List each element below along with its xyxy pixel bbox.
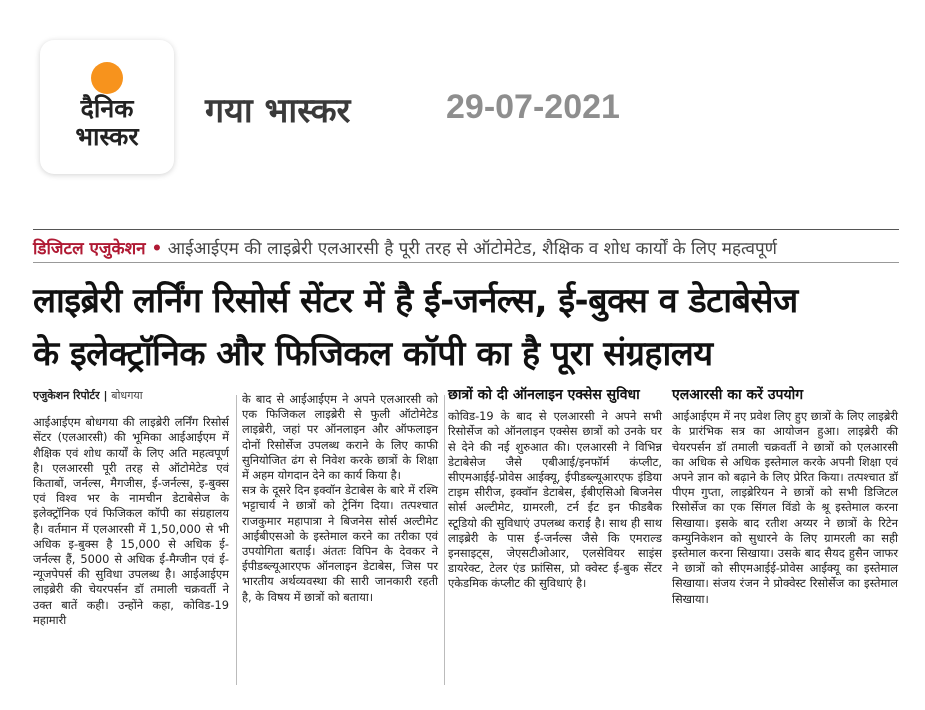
- headline-line-1: लाइब्रेरी लर्निंग रिसोर्स सेंटर में है ई-जर्नल्स, ई-बुक्स व डेटाबेसेज: [33, 281, 798, 321]
- kicker-rule: [33, 262, 899, 263]
- column-1-text: आईआईएम बोधगया की लाइब्रेरी लर्निंग रिसोर्स सेंटर (एलआरसी) की भूमिका आईआईएम में शैक्षिक एवं शोध कार्यों के लिए अति महत्वपूर्ण है। एलआरसी पूरी तरह से ऑटोमेटेड एवं किताबों, जर्नल्स, मैगजीस, ई-जर्नल्स, इ-बुक्स एवं विश्व भर के नामचीन डेटाबेसेज के इलेक्ट्रॉनिक एवं फिजिकल कॉपी का संग्रहालय है। वर्तमान में एलआरसी में 1,50,000 से भी अधिक इ-बुक्स है 15,000 से अधिक ई-जर्नल्स हैं, 5000 से अधिक ई-मैग्जीन एवं ई-न्यूजपेपर्स की सुविधा उपलब्ध है। आईआईएम लाइब्रेरी की चेयरपर्सन डॉ तमाली चक्रवर्ती ने उक्त बातें कही। उन्होंने कहा, कोविड-19 महामारी: [33, 415, 229, 627]
- column-divider: [444, 395, 445, 685]
- byline: एजुकेशन रिपोर्टर | बोधगया: [33, 389, 143, 402]
- logo-text-line1: दैनिक: [80, 94, 134, 123]
- headline-line-2: के इलेक्ट्रॉनिक और फिजिकल कॉपी का है पूरा संग्रहालय: [33, 334, 713, 374]
- edition-date: 29-07-2021: [446, 88, 620, 126]
- article-column-3: [448, 388, 662, 592]
- section-label: डिजिटल एजुकेशन •: [33, 239, 163, 259]
- column-3-heading: छात्रों को दी ऑनलाइन एक्सेस सुविधा: [448, 387, 640, 403]
- kicker-text: आईआईएम की लाइब्रेरी एलआरसी है पूरी तरह से ऑटोमेटेड, शैक्षिक व शोध कार्यों के लिए महत्वपूर्ण: [167, 239, 777, 259]
- edition-name: गया भास्कर: [205, 91, 351, 131]
- column-4-heading: एलआरसी का करें उपयोग: [672, 387, 804, 403]
- article-column-2: [242, 392, 438, 605]
- sun-icon: [91, 62, 123, 94]
- column-2-text: के बाद से आईआईएम ने अपने एलआरसी को एक फिजिकल लाइब्रेरी से फुली ऑटोमेटेड लाइब्रेरी, जहां पर ऑनलाइन और ऑफलाइन दोनों रिसोर्सेज उपलब्ध कराने के लिए काफी सुनियोजित ढंग से निवेश करके छात्रों के शिक्षा में अहम योगदान देने का कार्य किया है। सत्र के दूसरे दिन इक्वॉन डेटाबेस के बारे में रश्मि भट्टाचार्य ने छात्रों को ट्रेनिंग दिया। तत्पश्चात राजकुमार महापात्रा ने बिजनेस सोर्स अल्टीमेट आईबीएसओ के इस्तेमाल करने का तरीका एवं उपयोगिता बताई। अंततः विपिन के देवकर ने ईपीडब्ल्यूआरएफ ऑनलाइन डेटाबेस, जिस पर भारतीय अर्थव्यवस्था की सारी जानकारी रहती है, के विषय में छात्रों को बताया।: [242, 392, 438, 604]
- byline-place: बोधगया: [111, 389, 143, 402]
- column-3-text: कोविड-19 के बाद से एलआरसी ने अपने सभी रिसोर्सेज को ऑनलाइन एक्सेस छात्रों को उनके घर से देने की नई शुरुआत की। एलआरसी ने विभिन्न डेटाबेसेज जैसे एबीआई/इनफॉर्म कंप्लीट, सीएमआईई-प्रोवेस आईक्यू, ईपीडब्ल्यूआरएफ इंडिया टाइम सीरीज, इक्वॉन डेटाबेस, ईबीएसिओ बिजनेस सोर्स अल्टीमेट, ग्रामरली, टर्न ईट इन फीडबैक स्टूडियो की सुविधाएं उपलब्ध कराई है। साथ ही साथ लाइब्रेरी के पास ई-जर्नल्स जैसे कि एमराल्ड इनसाइट्स, जेएसटीओआर, एलसेवियर साइंस डायरेक्ट, टेलर एंड फ्रांसिस, प्रो क्वेस्ट ई-बुक सेंटर एकेडमिक कंप्लीट की सुविधाएं है।: [448, 409, 662, 591]
- byline-reporter: एजुकेशन रिपोर्टर: [33, 389, 100, 402]
- logo-text-line2: भास्कर: [75, 122, 139, 151]
- column-4-text: आईआईएम में नए प्रवेश लिए हुए छात्रों के लिए लाइब्रेरी के प्रारंभिक सत्र का आयोजन हुआ। लाइब्रेरी की चेयरपर्सन डॉ तमाली चक्रवर्ती ने छात्रों को एलआरसी का अधिक से अधिक इस्तेमाल करके अपनी शिक्षा एवं अपने ज्ञान को बढ़ाने के लिए प्रेरित किया। तत्पश्चात डॉ पीएम गुप्ता, लाइब्रेरियन ने छात्रों को सभी डिजिटल रिसोर्सेज का एक सिंगल विंडो के श्रू इस्तेमाल करना सिखाया। इसके बाद रतीश अय्यर ने छात्रों के रिटेन कम्युनिकेशन को सुधारने के लिए ग्रामरली का सही इस्तेमाल करना सिखाया। उसके बाद सैयद हुसैन जाफर ने छात्रों को सीएमआईई-प्रोवेस आईक्यू का इस्तेमाल सिखाया। संजय रंजन ने प्रोक्वेस्ट रिसोर्सेज का इस्तेमाल सिखाया।: [672, 409, 898, 606]
- top-rule: [33, 229, 899, 230]
- article-kicker: [33, 236, 903, 259]
- article-column-1: [33, 388, 229, 628]
- column-divider: [236, 395, 237, 685]
- article-column-4: [672, 388, 898, 607]
- dainik-bhaskar-logo: [40, 40, 174, 174]
